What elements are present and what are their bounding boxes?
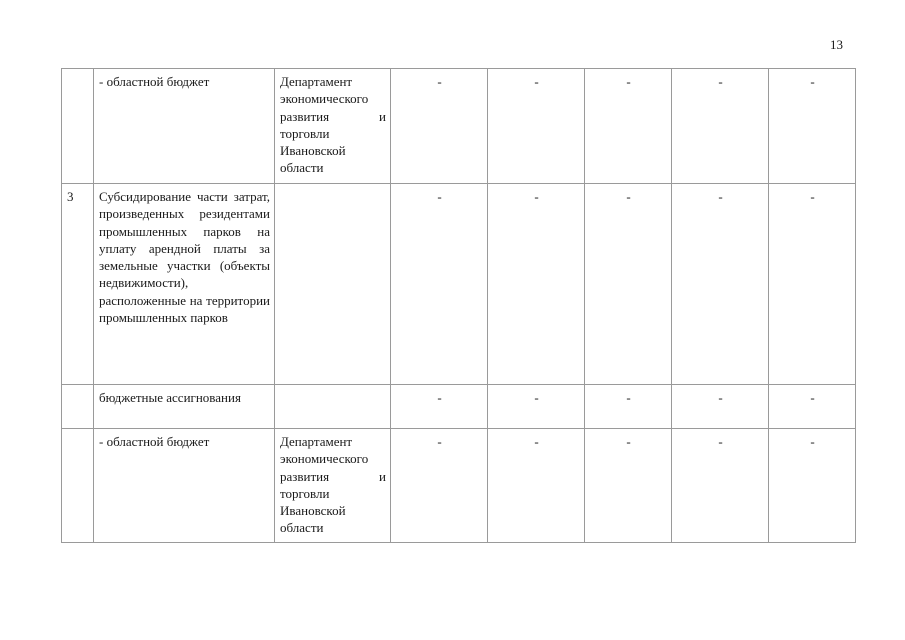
table-row (62, 69, 856, 184)
row-executor (275, 184, 391, 385)
row-value: - (672, 69, 769, 184)
row-value: - (672, 385, 769, 429)
row-value: - (391, 429, 488, 543)
row-number (62, 69, 94, 184)
row-value: - (672, 429, 769, 543)
row-executor (275, 385, 391, 429)
row-number (62, 429, 94, 543)
row-value: - (769, 429, 856, 543)
row-value: - (488, 385, 585, 429)
table-row (62, 184, 856, 385)
page-number: 13 (830, 37, 843, 52)
row-value: - (391, 385, 488, 429)
row-value: - (391, 184, 488, 385)
row-name: - областной бюджет (94, 69, 275, 184)
row-value: - (672, 184, 769, 385)
row-name: Субсидирование части затрат, произведенных резидентами промышленных парков на уплату арендной платы за земельные участки (объекты недвижимости), расположенные на территории промышленных парков (94, 184, 275, 385)
row-value: - (488, 69, 585, 184)
row-name: бюджетные ассигнования (94, 385, 275, 429)
row-value: - (488, 184, 585, 385)
row-value: - (769, 184, 856, 385)
row-value: - (585, 385, 672, 429)
row-executor: Департамент экономического развития и торговли Ивановской области (275, 429, 391, 543)
table-row (62, 429, 856, 543)
row-value: - (585, 69, 672, 184)
row-number: 3 (62, 184, 94, 385)
table-row (62, 385, 856, 429)
row-value: - (585, 184, 672, 385)
row-value: - (769, 69, 856, 184)
row-value: - (391, 69, 488, 184)
program-table (61, 68, 856, 543)
row-value: - (488, 429, 585, 543)
row-executor: Департамент экономического развития и торговли Ивановской области (275, 69, 391, 184)
row-name: - областной бюджет (94, 429, 275, 543)
row-number (62, 385, 94, 429)
row-value: - (585, 429, 672, 543)
row-value: - (769, 385, 856, 429)
